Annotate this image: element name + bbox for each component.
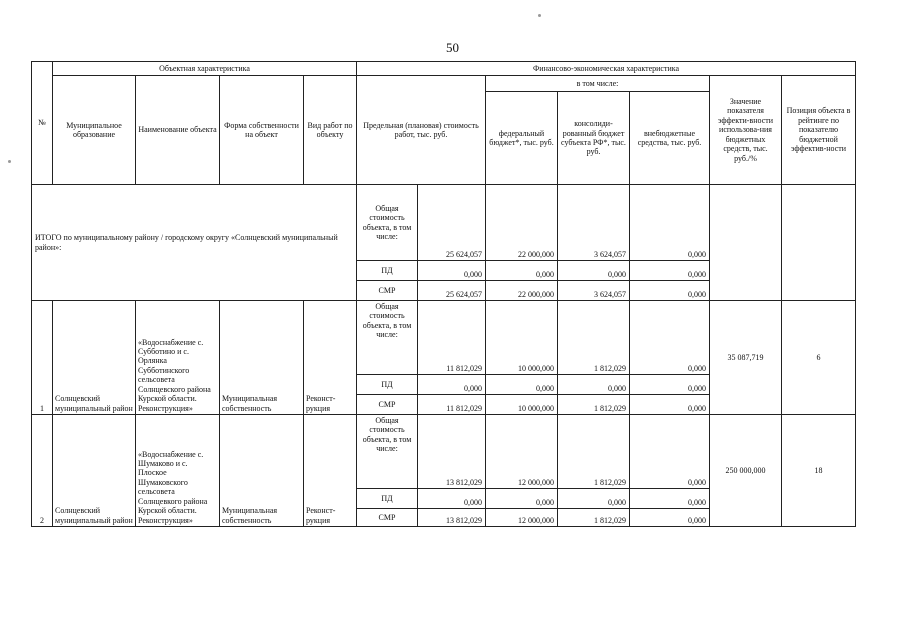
object-2-federal-pd: 0,000 — [486, 489, 558, 509]
object-1-ownership: Муниципальная собственность — [220, 301, 304, 415]
total-type-smr: СМР — [357, 281, 418, 301]
header-efficiency: Значение показателя эффекти-вности использова-ния бюджетных средств, тыс. руб./% — [710, 76, 782, 185]
object-1-extra-general: 0,000 — [630, 301, 710, 375]
header-num: № — [32, 62, 53, 185]
object-2-consolidated-general: 1 812,029 — [558, 415, 630, 489]
object-2-type-pd: ПД — [357, 489, 418, 509]
object-2-cost-general: 13 812,029 — [418, 415, 486, 489]
object-1-extra-smr: 0,000 — [630, 395, 710, 415]
header-federal-budget: федеральный бюджет*, тыс. руб. — [486, 92, 558, 185]
object-1-cost-general: 11 812,029 — [418, 301, 486, 375]
header-consolidated-budget: консолиди-рованный бюджет субъекта РФ*, тыс. руб. — [558, 92, 630, 185]
object-1-cost-pd: 0,000 — [418, 375, 486, 395]
object-1-cost-smr: 11 812,029 — [418, 395, 486, 415]
object-2-work: Реконст-рукция — [304, 415, 357, 527]
header-max-cost: Предельная (плановая) стоимость работ, тыс. руб. — [357, 76, 486, 185]
total-cost-general: 25 624,057 — [418, 185, 486, 261]
total-row-general — [32, 185, 856, 261]
object-1-federal-general: 10 000,000 — [486, 301, 558, 375]
object-2-rating: 18 — [782, 415, 856, 527]
object-2-extra-pd: 0,000 — [630, 489, 710, 509]
object-1-type-pd: ПД — [357, 375, 418, 395]
total-efficiency-empty — [710, 185, 782, 301]
header-extrabudgetary: внебюджетные средства, тыс. руб. — [630, 92, 710, 185]
header-financial-characteristics: Финансово-экономическая характеристика — [357, 62, 856, 76]
total-type-general: Общая стоимость объекта, в том числе: — [357, 185, 418, 261]
total-federal-general: 22 000,000 — [486, 185, 558, 261]
object-1-type-general: Общая стоимость объекта, в том числе: — [357, 301, 418, 375]
total-rating-empty — [782, 185, 856, 301]
total-consolidated-general: 3 624,057 — [558, 185, 630, 261]
object-2-num: 2 — [32, 415, 53, 527]
object-2-extra-smr: 0,000 — [630, 509, 710, 527]
object-2-municipality: Солнцевский муниципальный район — [53, 415, 136, 527]
object-1-row-general — [32, 301, 856, 375]
header-row-including — [32, 76, 856, 92]
object-2-type-general: Общая стоимость объекта, в том числе: — [357, 415, 418, 489]
header-rating-position: Позиция объекта в рейтинге по показателю бюджетной эффектив-ности — [782, 76, 856, 185]
object-1-type-smr: СМР — [357, 395, 418, 415]
object-2-federal-smr: 12 000,000 — [486, 509, 558, 527]
object-2-cost-pd: 0,000 — [418, 489, 486, 509]
total-extra-smr: 0,000 — [630, 281, 710, 301]
object-2-ownership: Муниципальная собственность — [220, 415, 304, 527]
header-municipality: Муниципальное образование — [53, 76, 136, 185]
total-type-pd: ПД — [357, 261, 418, 281]
object-1-consolidated-general: 1 812,029 — [558, 301, 630, 375]
header-including: в том числе: — [486, 76, 710, 92]
object-2-consolidated-pd: 0,000 — [558, 489, 630, 509]
object-2-efficiency: 250 000,000 — [710, 415, 782, 527]
total-consolidated-pd: 0,000 — [558, 261, 630, 281]
object-1-work: Реконст-рукция — [304, 301, 357, 415]
header-object-name: Наименование объекта — [136, 76, 220, 185]
total-cost-pd: 0,000 — [418, 261, 486, 281]
total-extra-pd: 0,000 — [630, 261, 710, 281]
total-consolidated-smr: 3 624,057 — [558, 281, 630, 301]
scan-speck — [538, 14, 541, 17]
investment-objects-table — [31, 61, 856, 527]
object-2-name: «Водоснабжение с. Шумаково и с. Плоское Шумаковского сельсовета Солнцевкого района Курской области. Реконструкция» — [136, 415, 220, 527]
header-work-type: Вид работ по объекту — [304, 76, 357, 185]
object-2-extra-general: 0,000 — [630, 415, 710, 489]
object-1-name: «Водоснабжение с. Субботино и с. Орлянка Субботинского сельсовета Солнцевского района Курской области. Реконструкция» — [136, 301, 220, 415]
object-1-federal-pd: 0,000 — [486, 375, 558, 395]
object-2-type-smr: СМР — [357, 509, 418, 527]
total-label: ИТОГО по муниципальному району / городскому округу «Солнцевский муниципальный район»: — [32, 185, 357, 301]
object-2-row-general — [32, 415, 856, 489]
header-row-groups — [32, 62, 856, 76]
header-ownership-form: Форма собственности на объект — [220, 76, 304, 185]
object-1-num: 1 — [32, 301, 53, 415]
object-1-efficiency: 35 087,719 — [710, 301, 782, 415]
object-2-federal-general: 12 000,000 — [486, 415, 558, 489]
total-extra-general: 0,000 — [630, 185, 710, 261]
object-2-consolidated-smr: 1 812,029 — [558, 509, 630, 527]
total-federal-pd: 0,000 — [486, 261, 558, 281]
scan-speck — [8, 160, 11, 163]
object-1-municipality: Солнцевский муниципальный район — [53, 301, 136, 415]
page-number: 50 — [446, 40, 459, 55]
total-federal-smr: 22 000,000 — [486, 281, 558, 301]
object-1-extra-pd: 0,000 — [630, 375, 710, 395]
object-1-consolidated-smr: 1 812,029 — [558, 395, 630, 415]
object-1-rating: 6 — [782, 301, 856, 415]
total-cost-smr: 25 624,057 — [418, 281, 486, 301]
header-object-characteristics: Объектная характеристика — [53, 62, 357, 76]
object-1-federal-smr: 10 000,000 — [486, 395, 558, 415]
object-1-consolidated-pd: 0,000 — [558, 375, 630, 395]
object-2-cost-smr: 13 812,029 — [418, 509, 486, 527]
